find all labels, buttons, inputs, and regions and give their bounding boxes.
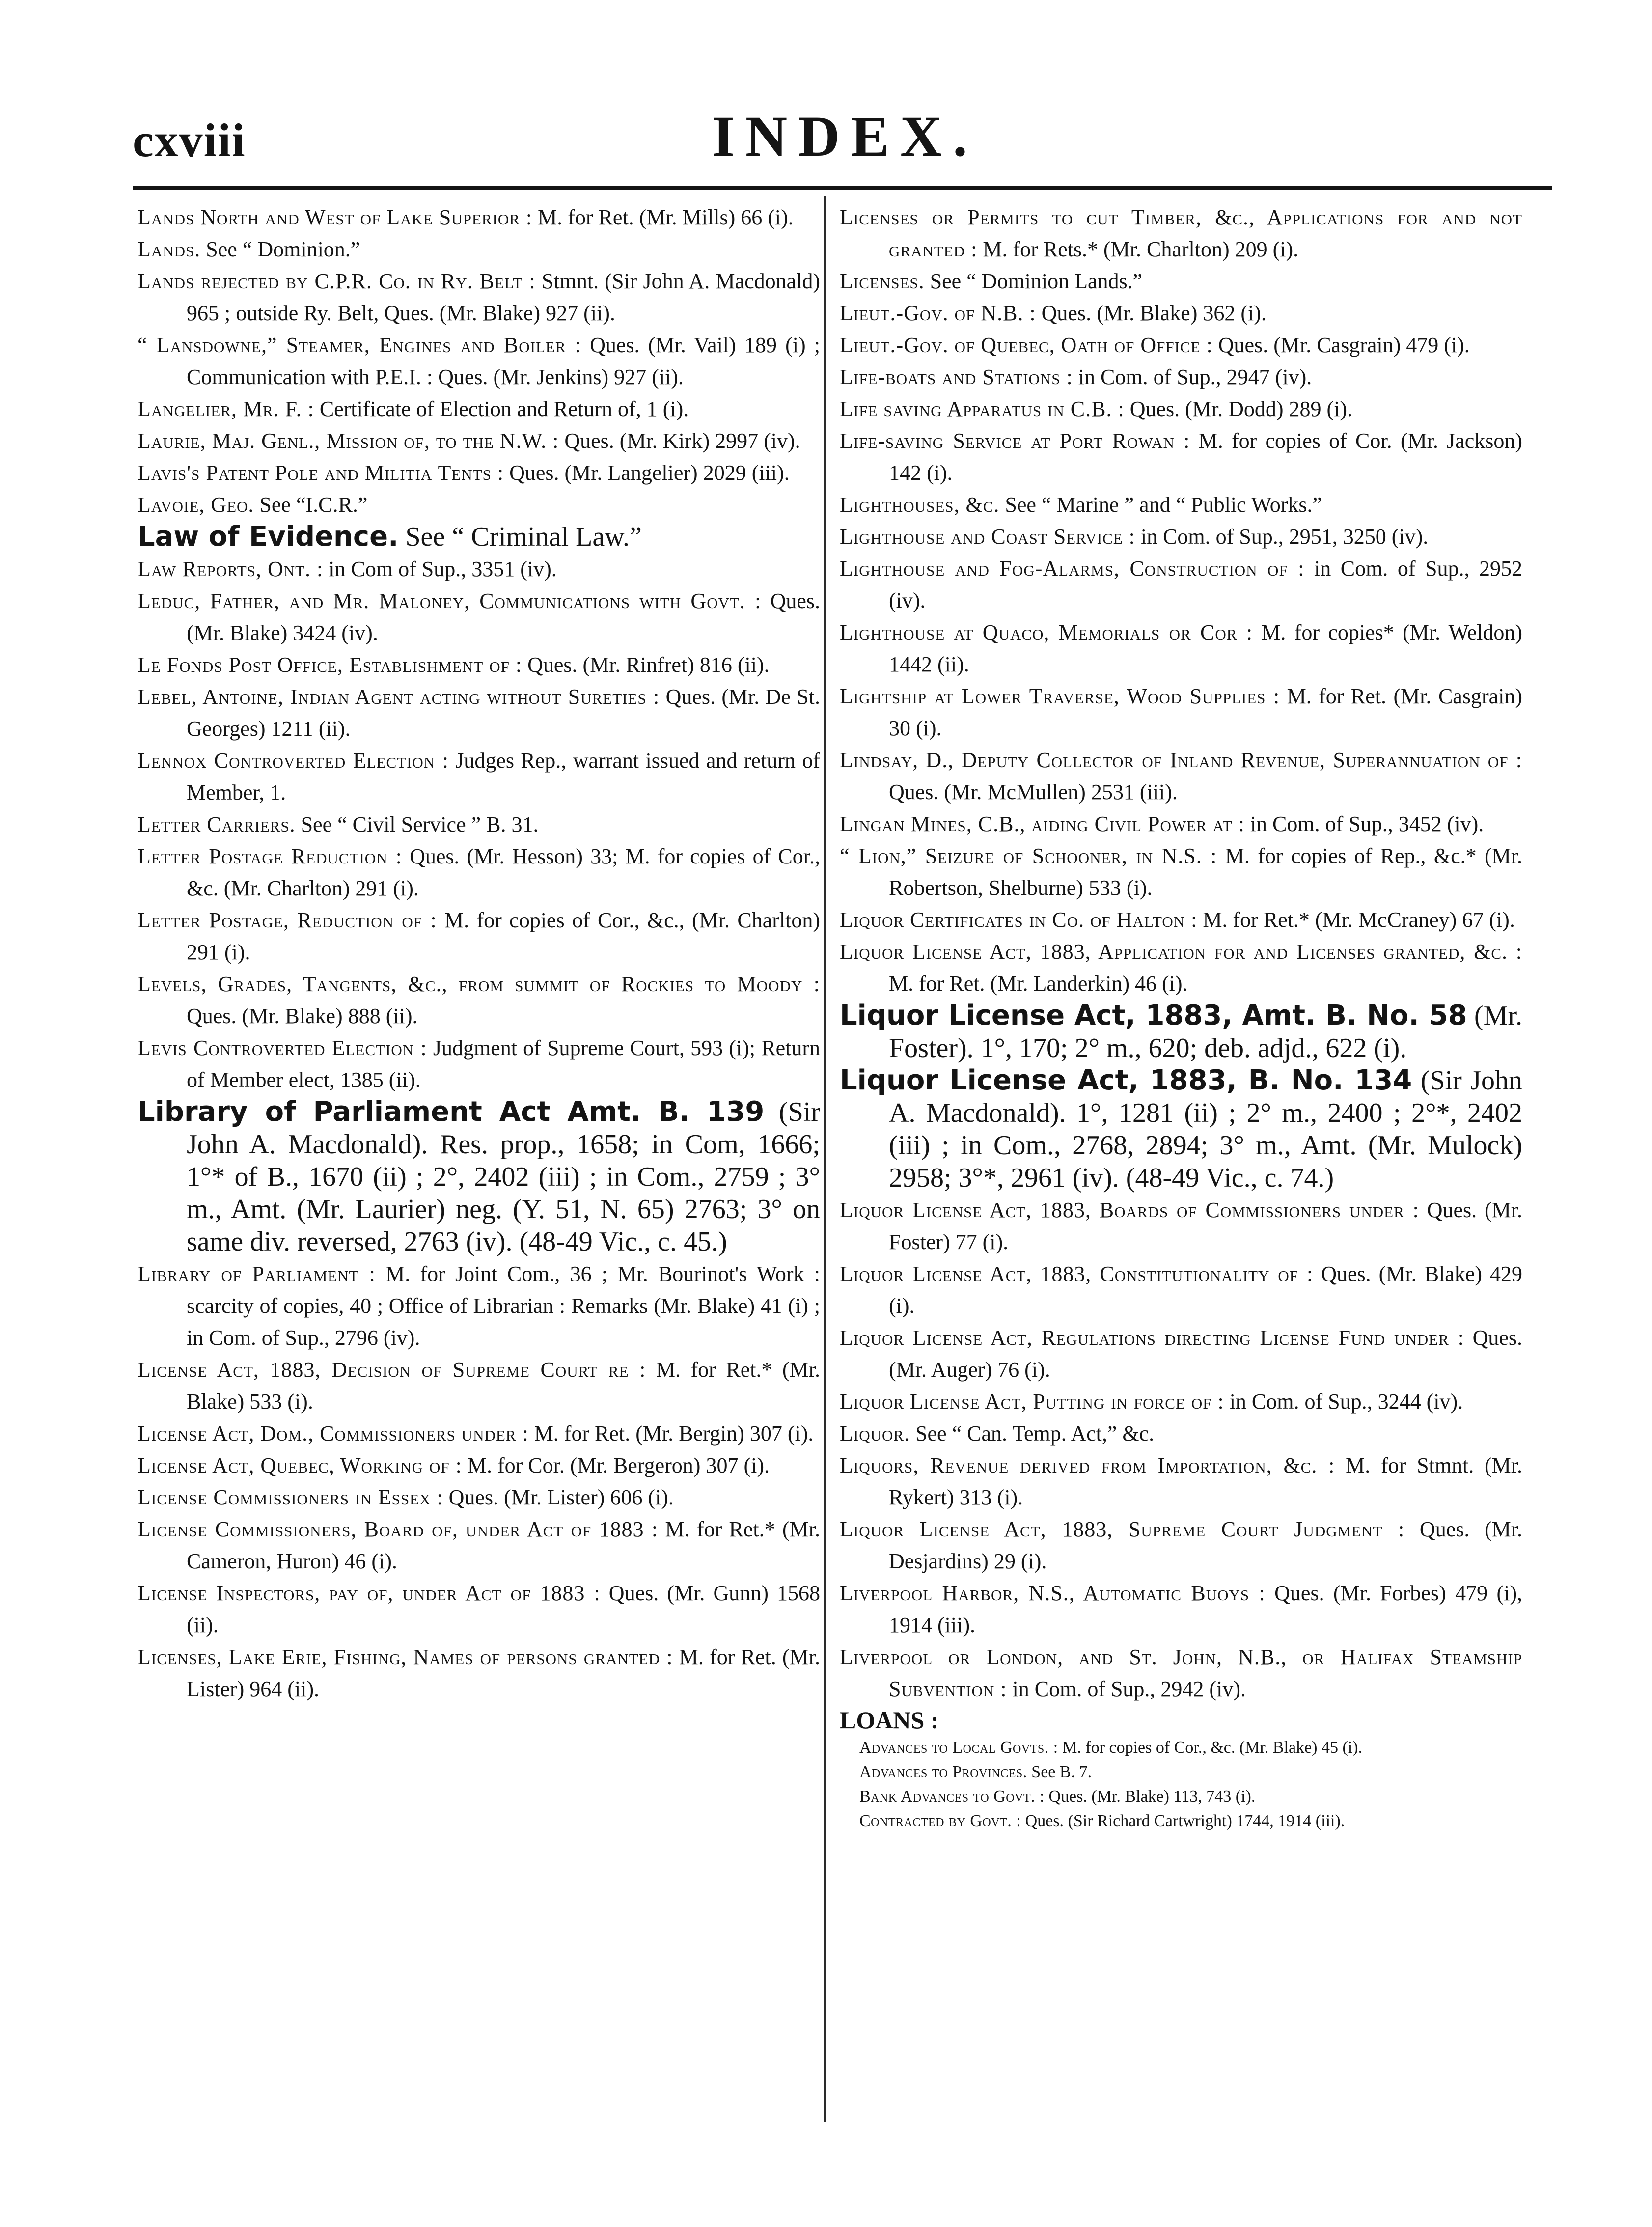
index-entry (138, 808, 820, 840)
entry-text: M. for Ret.* (Mr. Blake) 533 (i). (187, 1358, 820, 1414)
loans-heading: LOANS : (840, 1706, 939, 1734)
entry-heading: License Act, Quebec, Working of : (138, 1453, 462, 1477)
entry-text: in Com. of Sup., 3452 (iv). (1250, 812, 1484, 836)
left-column (138, 201, 820, 2171)
entry-text: M. for Ret. (Mr. Lister) 964 (ii). (187, 1645, 820, 1701)
index-entry (138, 840, 820, 904)
entry-heading: Liquor License Act, Regulations directing License Fund under : (840, 1326, 1464, 1350)
entry-text: M. for Rets.* (Mr. Charlton) 209 (i). (983, 237, 1299, 261)
entry-heading: Lighthouses, &c. (840, 493, 1000, 517)
entry-text: Ques. (Mr. De St. Georges) 1211 (ii). (187, 685, 820, 741)
entry-heading: Lighthouse at Quaco, Memorials or Cor : (840, 620, 1253, 644)
index-entry (840, 393, 1522, 425)
index-entry (840, 1064, 1522, 1194)
entry-heading: Lavis's Patent Pole and Militia Tents : (138, 461, 504, 485)
entry-heading: Lebel, Antoine, Indian Agent acting without Sureties : (138, 685, 660, 709)
index-entry (138, 904, 820, 968)
entry-heading: Contracted by Govt. : (859, 1812, 1021, 1830)
entry-text: Ques. (Mr. Desjardins) 29 (i). (889, 1517, 1522, 1573)
entry-heading: Liquor License Act, 1883, B. No. 134 (840, 1064, 1412, 1096)
entry-text: M. for Ret. (Mr. Casgrain) 30 (i). (889, 684, 1522, 740)
entry-text: M. for Ret.* (Mr. McCraney) 67 (i). (1203, 908, 1515, 932)
entry-heading: License Inspectors, pay of, under Act of 1883 : (138, 1581, 601, 1605)
entry-text: Ques. (Mr. Blake) 3424 (iv). (187, 589, 820, 645)
entry-text: Ques. (Mr. Blake) 888 (ii). (187, 1004, 418, 1028)
entry-heading: Letter Postage, Reduction of : (138, 908, 437, 932)
index-entry (138, 425, 820, 457)
entry-heading: Lingan Mines, C.B., aiding Civil Power at : (840, 812, 1245, 836)
page-header (133, 103, 1552, 187)
entry-text: Ques. (Mr. Hesson) 33; M. for copies of Cor., &c. (Mr. Charlton) 291 (i). (187, 844, 820, 900)
index-entry (840, 489, 1522, 521)
entry-heading: Liquor License Act, 1883, Application for and Licenses granted, &c. : (840, 940, 1522, 964)
entry-heading: License Commissioners in Essex : (138, 1485, 443, 1509)
entry-heading: Le Fonds Post Office, Establishment of : (138, 653, 523, 677)
entry-text: Ques. (Mr. Dodd) 289 (i). (1129, 397, 1353, 421)
entry-heading: Letter Carriers. (138, 812, 296, 836)
index-entry (138, 457, 820, 489)
index-entry (138, 489, 820, 521)
index-entry (138, 521, 820, 553)
entry-heading: Licenses, Lake Erie, Fishing, Names of persons granted : (138, 1645, 673, 1669)
entry-text: M. for Cor. (Mr. Bergeron) 307 (i). (467, 1453, 770, 1477)
index-entry (840, 201, 1522, 265)
entry-heading: Levels, Grades, Tangents, &c., from summit of Rockies to Moody : (138, 972, 820, 996)
entry-text: Ques. (Mr. Blake) 113, 743 (i). (1048, 1787, 1256, 1806)
index-entry (840, 265, 1522, 297)
index-entry (840, 425, 1522, 489)
entry-heading: “ Lansdowne,” Steamer, Engines and Boiler : (138, 333, 581, 357)
entry-heading: Liquor License Act, 1883, Boards of Commissioners under : (840, 1198, 1419, 1222)
entry-heading: Lands. (138, 237, 201, 261)
page-title: INDEX. (712, 104, 978, 168)
entry-heading: Liquor License Act, 1883, Supreme Court Judgment : (840, 1517, 1405, 1541)
entry-text: Ques. (Mr. Lister) 606 (i). (448, 1485, 674, 1509)
entry-heading: Lighthouse and Fog-Alarms, Construction of : (840, 557, 1305, 581)
entry-heading: Lands North and West of Lake Superior : (138, 205, 533, 229)
index-entry (840, 1449, 1522, 1513)
entry-heading: Liquor License Act, 1883, Amt. B. No. 58 (840, 1000, 1467, 1031)
entry-text: See “ Dominion.” (206, 237, 360, 261)
index-entry (138, 265, 820, 329)
entry-heading: License Commissioners, Board of, under Act of 1883 : (138, 1517, 659, 1541)
index-entry (138, 393, 820, 425)
entry-heading: Letter Postage Reduction : (138, 844, 402, 868)
index-entry (138, 1096, 820, 1258)
entry-text: Ques. (Mr. Rinfret) 816 (ii). (527, 653, 770, 677)
index-entry (138, 968, 820, 1032)
entry-heading: Advances to Local Govts. : (859, 1738, 1058, 1756)
entry-text: Certificate of Election and Return of, 1 (i). (319, 397, 689, 421)
entry-heading: Lindsay, D., Deputy Collector of Inland Revenue, Superannuation of : (840, 748, 1522, 772)
index-entry (840, 1513, 1522, 1577)
index-entry (840, 1386, 1522, 1418)
entry-text: M. for copies* (Mr. Weldon) 1442 (ii). (889, 620, 1522, 676)
entry-heading: Langelier, Mr. F. : (138, 397, 314, 421)
entry-text: Ques. (Mr. Forbes) 479 (i), 1914 (iii). (889, 1581, 1522, 1637)
entry-heading: Lavoie, Geo. (138, 493, 254, 517)
entry-text: (Mr. Foster). 1°, 170; 2° m., 620; deb. adjd., 622 (i). (889, 1001, 1522, 1063)
entry-heading: Lieut.-Gov. of Quebec, Oath of Office : (840, 333, 1213, 357)
right-column (840, 201, 1522, 2171)
index-entry (840, 1418, 1522, 1449)
entry-text: M. for Ret.* (Mr. Cameron, Huron) 46 (i). (187, 1517, 820, 1573)
entry-text: M. for copies of Cor. (Mr. Jackson) 142 (i). (889, 429, 1522, 485)
entry-text: (Sir John A. Macdonald). Res. prop., 1658; in Com, 1666; 1°* of B., 1670 (ii) ; 2°, 2402 (iii) ; in Com., 2759 ; 3° m., Amt. (Mr. Laurier) neg. (Y. 51, N. 65) 2763; 3° on same div. reversed, 2763 (iv). (48-49 Vic., c. 45.) (187, 1097, 820, 1257)
entry-heading: Lands rejected by C.P.R. Co. in Ry. Belt : (138, 269, 536, 293)
index-entry (138, 1449, 820, 1481)
entry-text: Ques. (Mr. Kirk) 2997 (iv). (564, 429, 800, 453)
entry-heading: License Act, 1883, Decision of Supreme Court re : (138, 1358, 646, 1382)
entry-text: M. for Ret. (Mr. Landerkin) 46 (i). (889, 972, 1188, 996)
index-entry (840, 521, 1522, 553)
page-number: cxviii (133, 114, 246, 167)
entry-text: (Sir John A. Macdonald). 1°, 1281 (ii) ; 2° m., 2400 ; 2°*, 2402 (iii) ; in Com., 2768, 2894; 3° m., Amt. (Mr. Mulock) 2958; 3°*, 2961 (iv). (48-49 Vic., c. 74.) (889, 1065, 1522, 1193)
entry-heading: Liquor Certificates in Co. of Halton : (840, 908, 1198, 932)
entry-text: See “ Dominion Lands.” (930, 269, 1143, 293)
entry-text: in Com. of Sup., 2952 (iv). (889, 557, 1522, 612)
index-entry (138, 329, 820, 393)
index-entry (840, 553, 1522, 616)
index-entry (840, 616, 1522, 680)
index-entry (840, 1000, 1522, 1064)
loans-list (840, 1735, 1522, 1834)
entry-heading: Bank Advances to Govt. : (859, 1787, 1045, 1806)
index-entry (138, 1481, 820, 1513)
index-entry (138, 681, 820, 745)
index-entry (840, 744, 1522, 808)
entry-text: See “ Civil Service ” B. 31. (301, 812, 539, 836)
entry-text: Ques. (Mr. Blake) 429 (i). (889, 1262, 1522, 1318)
index-entry (138, 553, 820, 585)
index-entry (138, 585, 820, 649)
entry-text: See B. 7. (1031, 1763, 1092, 1781)
index-entry (138, 1577, 820, 1641)
entry-text: Ques. (Mr. Blake) 362 (i). (1041, 301, 1267, 325)
index-entry (840, 1784, 1522, 1809)
entry-heading: Law Reports, Ont. : (138, 557, 324, 581)
index-entry (138, 745, 820, 808)
index-entry (840, 1322, 1522, 1386)
entry-text: in Com. of Sup., 2947 (iv). (1078, 365, 1312, 389)
index-entry (138, 649, 820, 681)
entry-heading: Lieut.-Gov. of N.B. : (840, 301, 1036, 325)
entry-text: Judgment of Supreme Court, 593 (i); Return of Member elect, 1385 (ii). (187, 1036, 820, 1092)
index-entry (138, 1354, 820, 1418)
entry-heading: Laurie, Maj. Genl., Mission of, to the N.W. : (138, 429, 559, 453)
index-entry (138, 1032, 820, 1096)
entry-heading: Lighthouse and Coast Service : (840, 525, 1135, 549)
entry-text: See “ Can. Temp. Act,” &c. (915, 1421, 1155, 1446)
index-entry (138, 201, 820, 233)
entry-text: M. for copies of Rep., &c.* (Mr. Robertson, Shelburne) 533 (i). (889, 844, 1522, 900)
entry-heading: Law of Evidence. (138, 521, 399, 553)
entry-heading: Liquor. (840, 1421, 910, 1446)
entry-heading: Licenses or Permits to cut Timber, &c., Applications for and not granted : (840, 205, 1522, 261)
header-rule (133, 186, 1552, 190)
entry-heading: Liquors, Revenue derived from Importation, &c. : (840, 1453, 1335, 1477)
index-entry (840, 840, 1522, 904)
index-entry (138, 1258, 820, 1354)
entry-text: in Com. of Sup., 3244 (iv). (1229, 1390, 1463, 1414)
index-entry (138, 233, 820, 265)
entry-text: Ques. (Mr. McMullen) 2531 (iii). (889, 780, 1178, 804)
entry-text: Stmnt. (Sir John A. Macdonald) 965 ; outside Ry. Belt, Ques. (Mr. Blake) 927 (ii). (187, 269, 820, 325)
index-entry (840, 1194, 1522, 1258)
entry-text: See “ Criminal Law.” (405, 522, 642, 552)
entry-text: See “I.C.R.” (259, 493, 368, 517)
index-entry (840, 904, 1522, 936)
entry-text: M. for Ret. (Mr. Bergin) 307 (i). (534, 1421, 814, 1446)
entry-heading: Lennox Controverted Election : (138, 749, 449, 773)
entry-heading: Library of Parliament Act Amt. B. 139 (138, 1096, 765, 1128)
entry-heading: Life-saving Service at Port Rowan : (840, 429, 1190, 453)
index-entry (840, 808, 1522, 840)
index-entry (138, 1513, 820, 1577)
entry-text: Judges Rep., warrant issued and return of Member, 1. (187, 749, 820, 805)
entry-text: See “ Marine ” and “ Public Works.” (1005, 493, 1322, 517)
entry-text: in Com. of Sup., 2942 (iv). (1012, 1677, 1246, 1701)
entry-text: Ques. (Mr. Vail) 189 (i) ; Communication with P.E.I. : Ques. (Mr. Jenkins) 927 (ii). (187, 333, 820, 389)
index-entry (840, 361, 1522, 393)
entry-heading: License Act, Dom., Commissioners under : (138, 1421, 529, 1446)
entry-heading: Library of Parliament : (138, 1262, 376, 1286)
entry-heading: Life saving Apparatus in C.B. : (840, 397, 1125, 421)
entry-heading: Licenses. (840, 269, 925, 293)
entry-text: in Com of Sup., 3351 (iv). (329, 557, 557, 581)
entry-text: M. for Stmnt. (Mr. Rykert) 313 (i). (889, 1453, 1522, 1509)
entry-text: M. for copies of Cor., &c., (Mr. Charlton) 291 (i). (187, 908, 820, 964)
entry-text: M. for copies of Cor., &c. (Mr. Blake) 45 (i). (1062, 1738, 1363, 1756)
entry-heading: Liverpool Harbor, N.S., Automatic Buoys : (840, 1581, 1266, 1605)
entry-text: M. for Joint Com., 36 ; Mr. Bourinot's Work : scarcity of copies, 40 ; Office of Librarian : Remarks (Mr. Blake) 41 (i) ; in Com. of Sup., 2796 (iv). (187, 1262, 820, 1350)
entry-text: Ques. (Mr. Gunn) 1568 (ii). (187, 1581, 820, 1637)
index-entry (138, 1641, 820, 1705)
entry-heading: Liquor License Act, 1883, Constitutionality of : (840, 1262, 1314, 1286)
entry-heading: Lightship at Lower Traverse, Wood Supplies : (840, 684, 1280, 708)
entry-text: Ques. (Mr. Auger) 76 (i). (889, 1326, 1522, 1382)
entry-heading: Liverpool or London, and St. John, N.B., or Halifax Steamship Subvention : (840, 1645, 1522, 1701)
index-entry (840, 1760, 1522, 1784)
index-entry (840, 1809, 1522, 1834)
entry-heading: Life-boats and Stations : (840, 365, 1073, 389)
entry-text: Ques. (Mr. Langelier) 2029 (iii). (509, 461, 790, 485)
index-entry (840, 297, 1522, 329)
entry-heading: Advances to Provinces. (859, 1763, 1027, 1781)
entry-text: Ques. (Sir Richard Cartwright) 1744, 1914 (iii). (1025, 1812, 1345, 1830)
entry-heading: Levis Controverted Election : (138, 1036, 427, 1060)
entry-heading: Liquor License Act, Putting in force of : (840, 1390, 1224, 1414)
index-entry (840, 1735, 1522, 1760)
entry-text: Ques. (Mr. Casgrain) 479 (i). (1218, 333, 1470, 357)
column-divider (824, 196, 826, 2122)
index-entry (840, 680, 1522, 744)
entry-text: M. for Ret. (Mr. Mills) 66 (i). (538, 205, 794, 229)
index-entry (840, 1577, 1522, 1641)
entry-text: in Com. of Sup., 2951, 3250 (iv). (1140, 525, 1429, 549)
index-entry (840, 329, 1522, 361)
entry-text: Ques. (Mr. Foster) 77 (i). (889, 1198, 1522, 1254)
index-entry (840, 936, 1522, 1000)
index-entry (840, 1258, 1522, 1322)
index-entry (840, 1641, 1522, 1705)
entry-heading: “ Lion,” Seizure of Schooner, in N.S. : (840, 844, 1217, 868)
index-entry (138, 1418, 820, 1449)
entry-heading: Leduc, Father, and Mr. Maloney, Communications with Govt. : (138, 589, 762, 613)
